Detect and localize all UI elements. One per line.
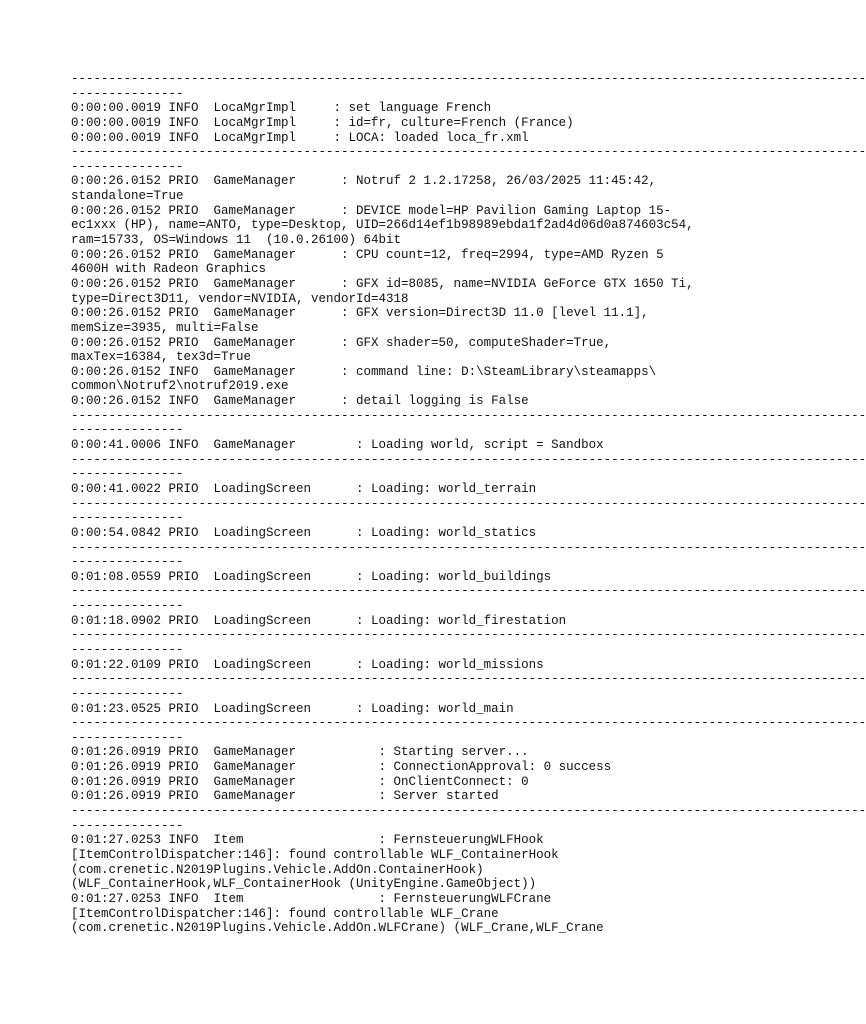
separator-line: --------------- [71,599,184,614]
separator-line: ---------------------------------------------------------------------------------------------------------- [71,804,866,819]
separator-line: --------------- [71,159,184,174]
log-line: 0:01:22.0109 PRIO LoadingScreen : Loading: world_missions [71,657,544,672]
log-line: 0:01:26.0919 PRIO GameManager : Server started [71,789,499,804]
log-line: ec1xxx (HP), name=ANTO, type=Desktop, UID=266d14ef1b98989ebda1f2ad4d06d0a874603c54, [71,218,694,233]
separator-line: ---------------------------------------------------------------------------------------------------------- [71,716,866,731]
log-line: ram=15733, OS=Windows 11 (10.0.26100) 64bit [71,233,402,248]
separator-line: ---------------------------------------------------------------------------------------------------------- [71,540,866,555]
log-line: 0:00:26.0152 PRIO GameManager : GFX shader=50, computeShader=True, [71,335,612,350]
log-line: 4600H with Radeon Graphics [71,262,267,277]
log-line: 0:00:26.0152 INFO GameManager : detail logging is False [71,394,529,409]
separator-line: --------------- [71,467,184,482]
separator-line: ---------------------------------------------------------------------------------------------------------- [71,584,866,599]
separator-line: --------------- [71,730,184,745]
log-line: 0:01:23.0525 PRIO LoadingScreen : Loading: world_main [71,701,514,716]
log-line: 0:01:26.0919 PRIO GameManager : OnClientConnect: 0 [71,774,529,789]
log-line: memSize=3935, multi=False [71,320,259,335]
separator-line: --------------- [71,555,184,570]
log-line: type=Direct3D11, vendor=NVIDIA, vendorId=4318 [71,291,409,306]
log-line: (WLF_ContainerHook,WLF_ContainerHook (UnityEngine.GameObject)) [71,877,537,892]
separator-line: --------------- [71,511,184,526]
log-line: (com.crenetic.N2019Plugins.Vehicle.AddOn.WLFCrane) (WLF_Crane,WLF_Crane [71,921,604,936]
log-line: standalone=True [71,189,184,204]
separator-line: ---------------------------------------------------------------------------------------------------------- [71,672,866,687]
log-line: 0:00:41.0006 INFO GameManager : Loading world, script = Sandbox [71,438,604,453]
log-line: 0:01:26.0919 PRIO GameManager : ConnectionApproval: 0 success [71,760,612,775]
log-line: 0:00:00.0019 INFO LocaMgrImpl : set language French [71,101,492,116]
separator-line: --------------- [71,686,184,701]
log-line: 0:00:41.0022 PRIO LoadingScreen : Loading: world_terrain [71,481,537,496]
log-line: 0:01:08.0559 PRIO LoadingScreen : Loading: world_buildings [71,569,552,584]
log-line: common\Notruf2\notruf2019.exe [71,379,289,394]
separator-line: ---------------------------------------------------------------------------------------------------------- [71,452,866,467]
log-line: 0:00:26.0152 PRIO GameManager : DEVICE model=HP Pavilion Gaming Laptop 15- [71,203,672,218]
log-line: 0:00:00.0019 INFO LocaMgrImpl : id=fr, culture=French (France) [71,115,574,130]
separator-line: ---------------------------------------------------------------------------------------------------------- [71,496,866,511]
log-line: 0:00:26.0152 PRIO GameManager : GFX id=8085, name=NVIDIA GeForce GTX 1650 Ti, [71,276,694,291]
log-line: 0:00:26.0152 INFO GameManager : command line: D:\SteamLibrary\steamapps\ [71,364,657,379]
separator-line: --------------- [71,642,184,657]
log-line: 0:00:54.0842 PRIO LoadingScreen : Loading: world_statics [71,525,537,540]
separator-line: --------------- [71,818,184,833]
log-line: 0:00:00.0019 INFO LocaMgrImpl : LOCA: loaded loca_fr.xml [71,130,529,145]
separator-line: ---------------------------------------------------------------------------------------------------------- [71,145,866,160]
log-line: [ItemControlDispatcher:146]: found controllable WLF_ContainerHook [71,847,559,862]
log-line: 0:00:26.0152 PRIO GameManager : CPU count=12, freq=2994, type=AMD Ryzen 5 [71,247,664,262]
log-line: 0:00:26.0152 PRIO GameManager : GFX version=Direct3D 11.0 [level 11.1], [71,306,649,321]
log-line: 0:01:18.0902 PRIO LoadingScreen : Loading: world_firestation [71,613,567,628]
log-line: 0:00:26.0152 PRIO GameManager : Notruf 2 1.2.17258, 26/03/2025 11:45:42, [71,174,657,189]
log-line: 0:01:27.0253 INFO Item : FernsteuerungWLFCrane [71,891,552,906]
log-line: 0:01:26.0919 PRIO GameManager : Starting server... [71,745,529,760]
log-line: [ItemControlDispatcher:146]: found controllable WLF_Crane [71,906,499,921]
log-text [71,72,866,936]
log-line: 0:01:27.0253 INFO Item : FernsteuerungWLFHook [71,833,544,848]
separator-line: --------------- [71,423,184,438]
separator-line: ---------------------------------------------------------------------------------------------------------- [71,628,866,643]
log-line: maxTex=16384, tex3d=True [71,350,252,365]
separator-line: ---------------------------------------------------------------------------------------------------------- [71,408,866,423]
separator-line: ---------------------------------------------------------------------------------------------------------- [71,72,866,86]
separator-line: --------------- [71,86,184,101]
log-line: (com.crenetic.N2019Plugins.Vehicle.AddOn.ContainerHook) [71,862,484,877]
